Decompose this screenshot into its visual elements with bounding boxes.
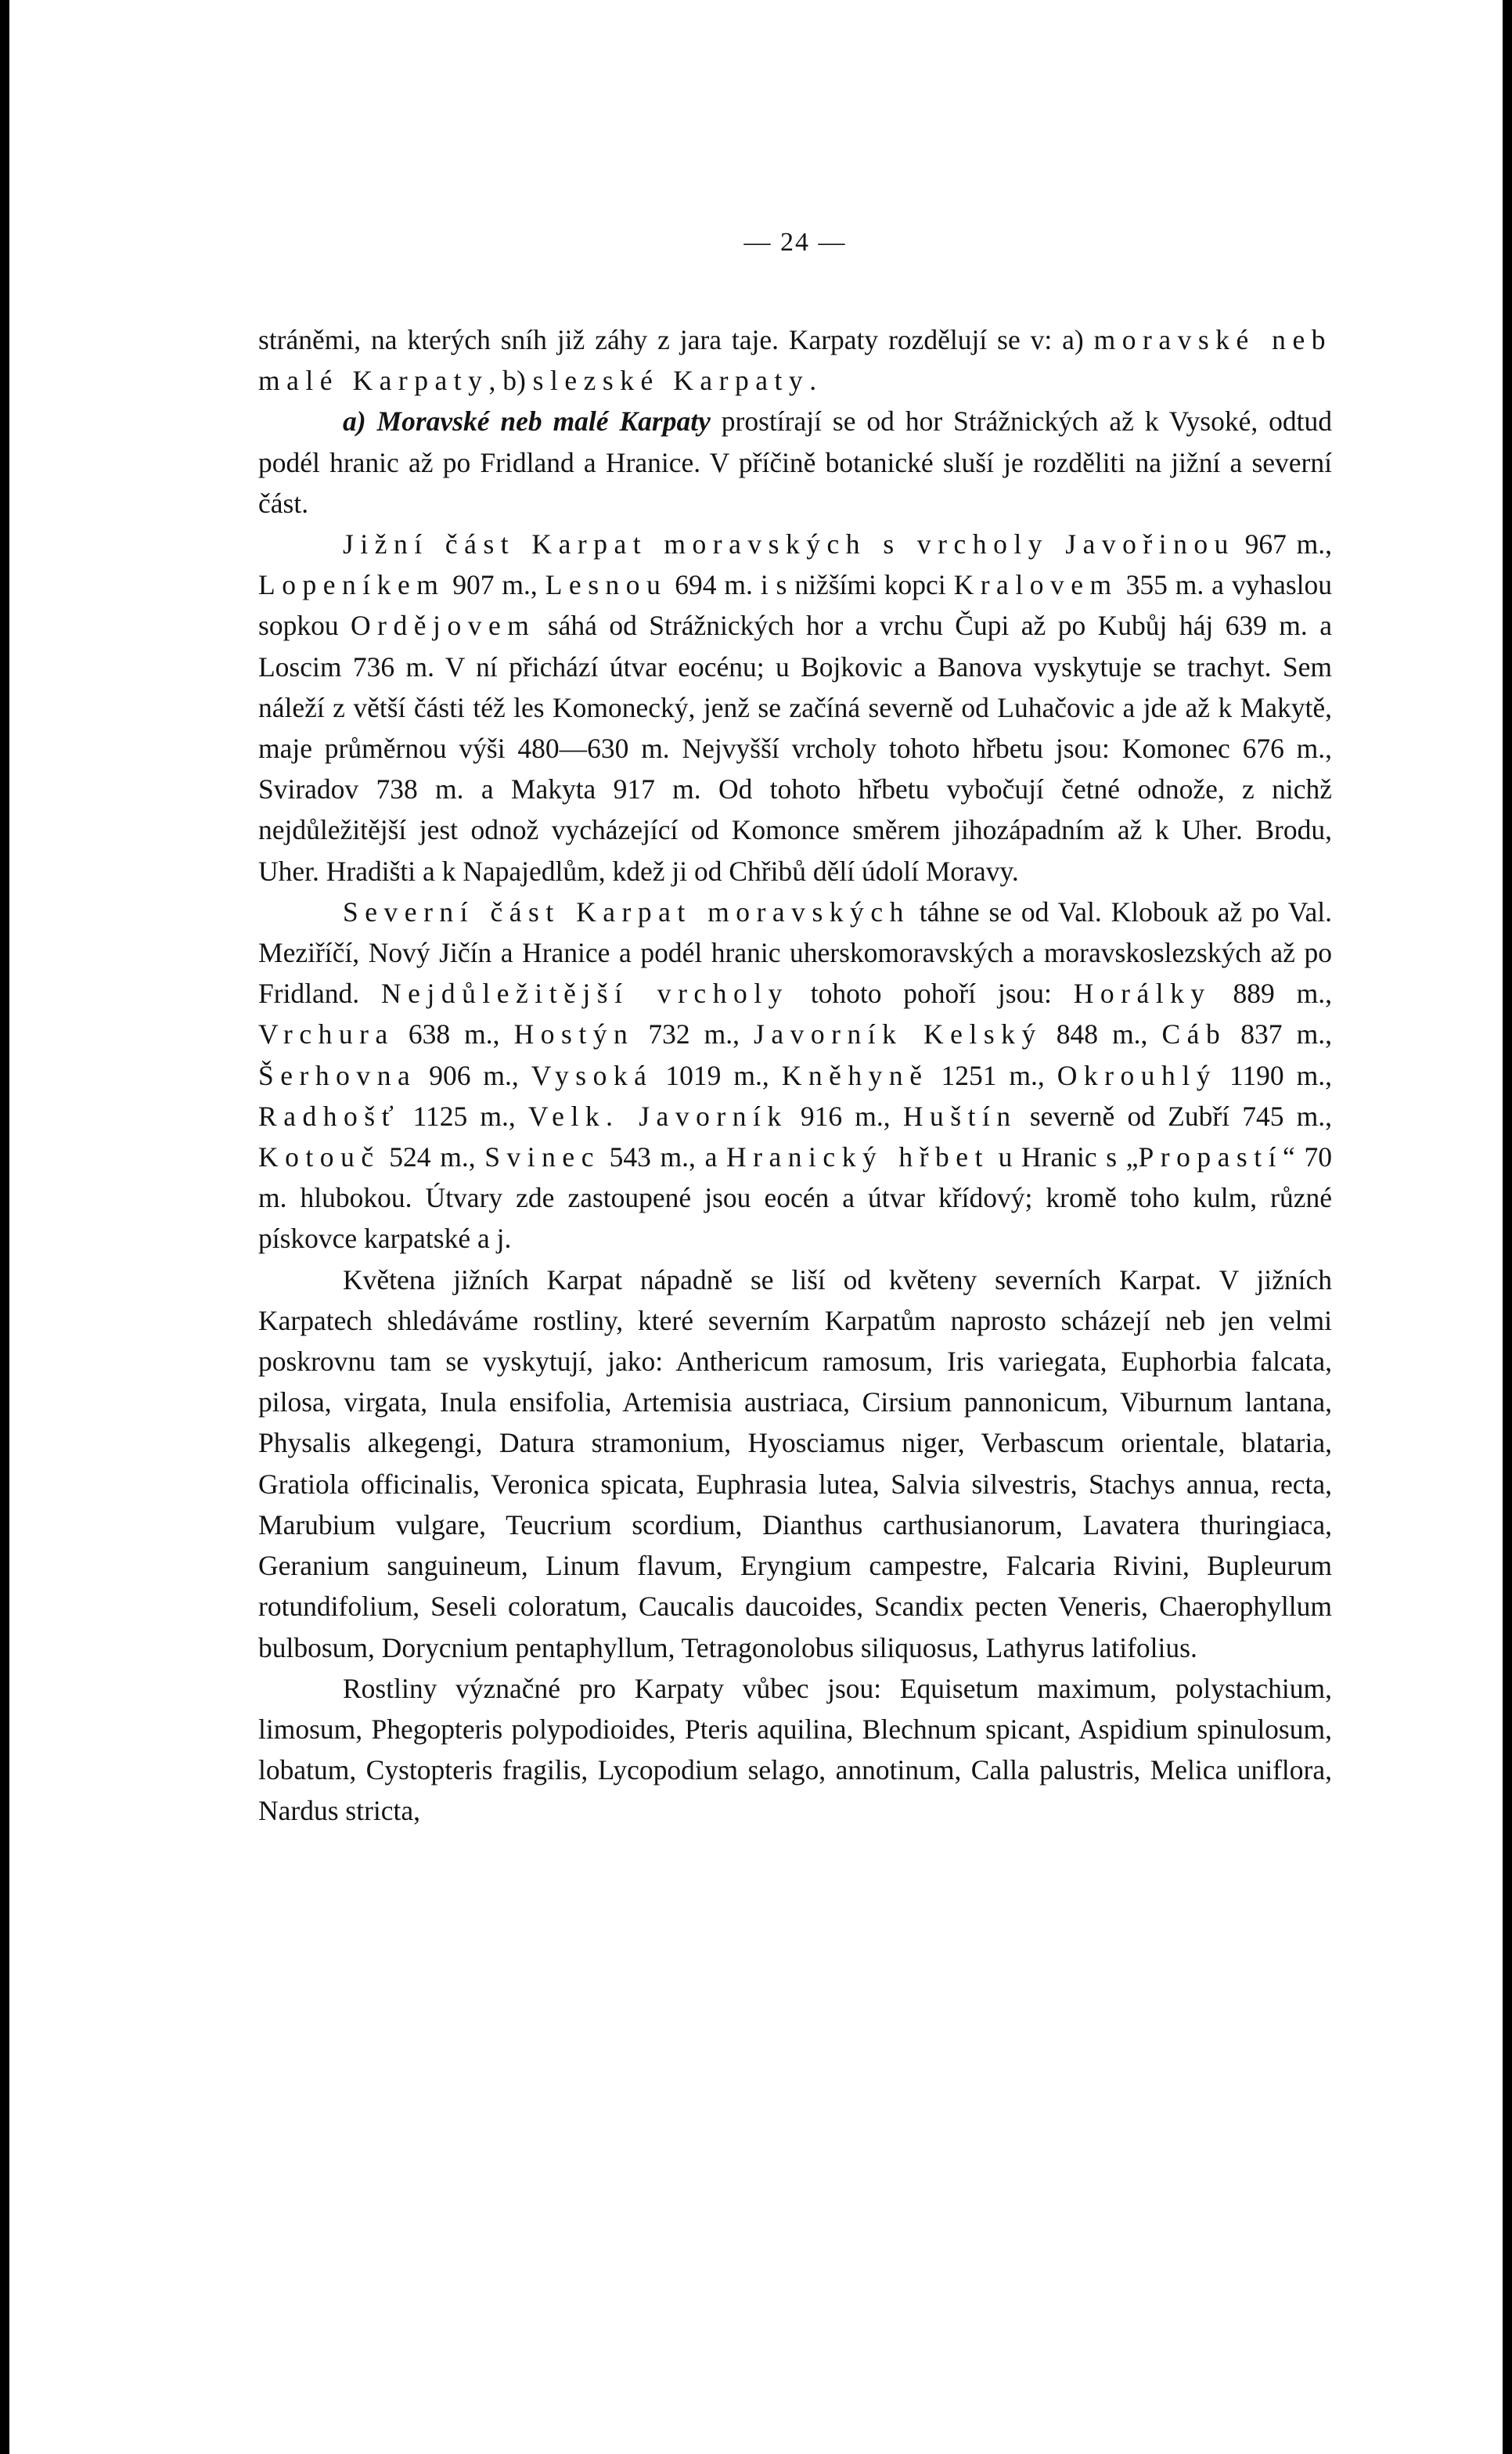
text-run: Nejdůležitější vrcholy (381, 978, 789, 1010)
text-run: 837 m., (1226, 1018, 1332, 1050)
text-run: 916 m., (787, 1100, 903, 1132)
text-run: Hostýn (513, 1018, 635, 1050)
text-run: 907 m., (445, 569, 545, 601)
page-number: — 24 — (743, 228, 847, 257)
text-run: 694 m. i s nižšími kopci (667, 569, 954, 601)
text-run: Lesnou (545, 569, 668, 601)
text-run: 524 m., (380, 1141, 485, 1173)
text-run: prostírají se od hor Strážnických až k Vysoké, odtud podél hranic až po Fridland a Hranice. V příčině botanické sluší je rozděliti na jižní a severní část. (258, 405, 1332, 519)
text-run: Horálky (1073, 978, 1211, 1010)
text-run: Šerhovna (258, 1059, 417, 1091)
text-run: Javorník Kelský (754, 1018, 1042, 1050)
text-run: Rostliny význačné pro Karpaty vůbec jsou: Equisetum maximum, polystachium, limosum, Phegopteris polypodioides, Pteris aquilina, Blechnum spicant, Aspidium spinulosum, lobatum, Cystopteris fragilis, Lycopodium selago, annotinum, Calla palustris, Melica uniflora, Nardus stricta, (258, 1672, 1332, 1827)
text-run: severně od Zubří 745 m., (1017, 1100, 1333, 1132)
paragraph-p3 (258, 524, 1332, 892)
text-run: Okrouhlý (1057, 1059, 1217, 1091)
text-run: Huštín (902, 1100, 1017, 1132)
text-run: Svinec (484, 1141, 600, 1173)
text-run: a) Moravské neb malé Karpaty (343, 405, 711, 438)
text-run: Radhošť (258, 1100, 401, 1132)
text-run: 1190 m., (1216, 1059, 1332, 1091)
text-run: 906 m., (416, 1059, 531, 1091)
text-run: , b) (488, 365, 533, 397)
text-run: tohoto pohoří jsou: (788, 978, 1074, 1010)
text-run: Květena jižních Karpat nápadně se liší od květeny severních Karpat. V jižních Karpatech shledáváme rostliny, které severním Karpatům naprosto scházejí neb jen velmi poskrovnu tam se vyskytují, jako: Anthericum ramosum, Iris variegata, Euphorbia falcata, pilosa, virgata, Inula ensifolia, Artemisia austriaca, Cirsium pannonicum, Viburnum lantana, Physalis alkegengi, Datura stramonium, Hyosciamus niger, Verbascum orientale, blataria, Gratiola officinalis, Veronica spicata, Euphrasia lutea, Salvia silvestris, Stachys annua, recta, Marubium vulgare, Teucrium scordium, Dianthus carthusianorum, Lavatera thuringiaca, Geranium sanguineum, Linum flavum, Eryngium campestre, Falcaria Rivini, Bupleurum rotundifolium, Seseli coloratum, Caucalis daucoides, Scandix pecten Veneris, Chaerophyllum bulbosum, Dorycnium pentaphyllum, Tetragonolobus siliquosus, Lathyrus latifolius. (258, 1263, 1332, 1663)
text-run: slezské Karpaty (532, 365, 810, 397)
text-run: táhne se od Val. Klobouk až po Val. Meziříčí, Nový Jičín a Hranice a podél hranic uherskomoravských a moravskoslezských až po Fridland. (258, 895, 1332, 1010)
text-run: 967 m., (1234, 528, 1332, 560)
text-run: . (809, 365, 817, 397)
text-run: Propastí (1138, 1141, 1283, 1173)
text-run: 889 m., (1211, 978, 1332, 1010)
text-run: 1251 m., (928, 1059, 1057, 1091)
paragraph-p5 (258, 1259, 1332, 1668)
text-run: Severní část Karpat moravských (343, 895, 910, 928)
text-run: Lopeníkem (258, 569, 445, 601)
text-run: Kotouč (258, 1141, 380, 1173)
text-run: 355 m. a vyhaslou sopkou (258, 569, 1332, 642)
text-run: Ordějovem (351, 610, 536, 642)
text-run: Hranický hřbet (726, 1141, 989, 1173)
text-run: sáhá od Strážnických hor a vrchu Čupi až po Kubůj háj 639 m. a Loscim 736 m. V ní přichází útvar eocénu; u Bojkovic a Banova vyskytuje se trachyt. Sem náleží z větší části též les Komonecký, jenž se začíná severně od Luhačovic a jde až k Makytě, maje průměrnou výši 480—630 m. Nejvyšší vrcholy tohoto hřbetu jsou: Komonec 676 m., Sviradov 738 m. a Makyta 917 m. Od tohoto hřbetu vybočují četné odnože, z nichž nejdůležitější jest odnož vycházející od Komonce směrem jihozápadním až k Uher. Brodu, Uher. Hradišti a k Napajedlům, kdež ji od Chřibů dělí údolí Moravy. (258, 610, 1332, 887)
text-run: Kněhyně (781, 1059, 929, 1091)
text-run: Kralovem (953, 569, 1118, 601)
paragraph-p4 (258, 892, 1332, 1259)
text-run: 732 m., (634, 1018, 754, 1050)
paragraph-p1 (258, 319, 1332, 401)
text-run: 1125 m., (400, 1100, 528, 1132)
text-run: Vysoká (531, 1059, 653, 1091)
text-run: Velk. Javorník (527, 1100, 788, 1132)
paragraph-p2 (258, 401, 1332, 524)
text-run: 543 m., a (599, 1141, 726, 1173)
text-run: u Hranic s „ (988, 1141, 1139, 1173)
text-run: Vrchura (258, 1018, 394, 1050)
paragraph-p6 (258, 1668, 1332, 1832)
text-run: stráněmi, na kterých sníh již záhy z jara taje. Karpaty rozdělují se v: a) (258, 324, 1094, 355)
text-run: 848 m., (1042, 1018, 1162, 1050)
body-text (258, 319, 1332, 1832)
text-run: “ 70 m. hlubokou. Útvary zde zastoupené jsou eocén a útvar křídový; kromě toho kulm, různé pískovce karpatské a j. (258, 1141, 1332, 1255)
text-run: 1019 m., (653, 1059, 782, 1091)
text-run: Cáb (1161, 1018, 1227, 1050)
text-run: 638 m., (394, 1018, 514, 1050)
text-run: moravské neb malé Karpaty (258, 324, 1332, 397)
document-page (258, 227, 1332, 1832)
text-run: Jižní část Karpat moravských s vrcholy Javořinou (343, 528, 1235, 560)
